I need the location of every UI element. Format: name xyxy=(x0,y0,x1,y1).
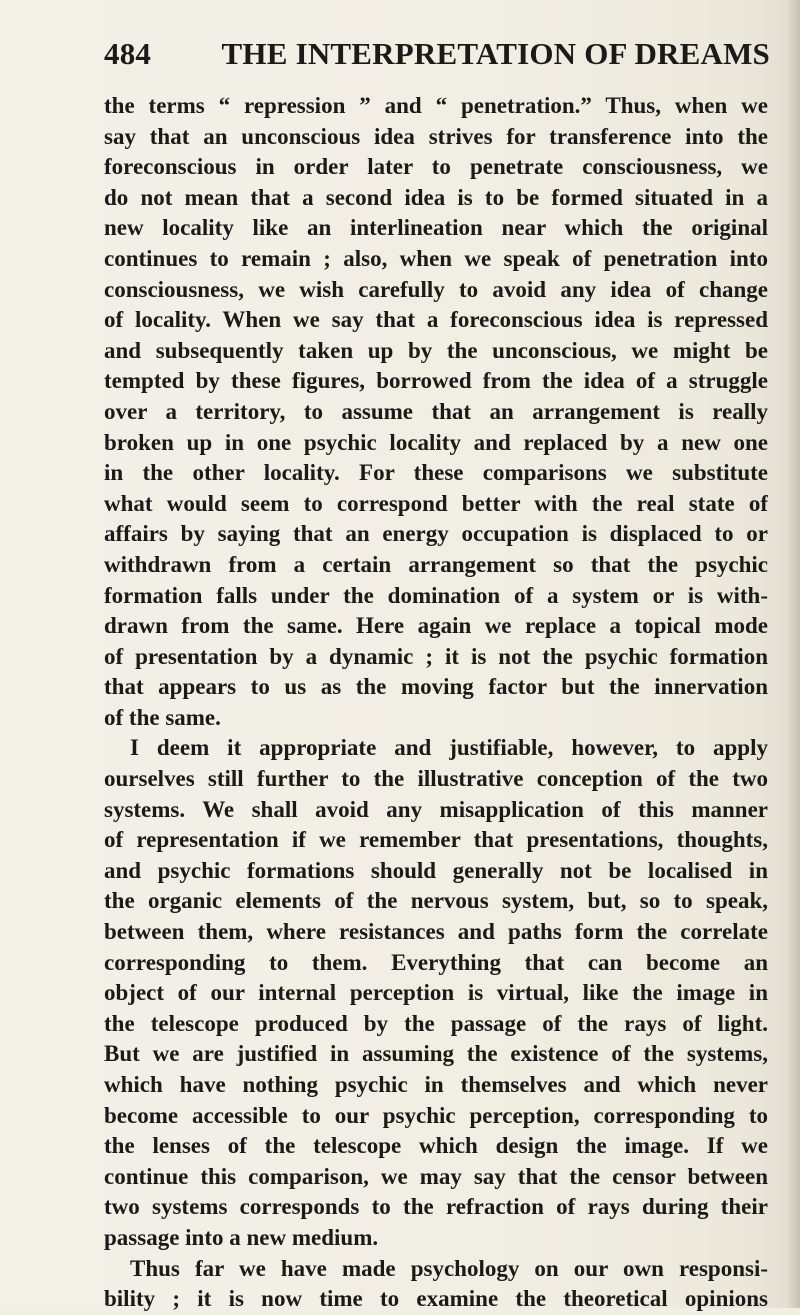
text-line: bility ; it is now time to examine the theoretical opinions xyxy=(104,1286,768,1312)
text-line: the telescope produced by the passage of the rays of light. xyxy=(104,1010,768,1036)
running-title: THE INTERPRETATION OF DREAMS xyxy=(221,36,770,71)
text-line: that appears to us as the moving factor but the innervation xyxy=(104,674,768,700)
paragraph-end-line: of the same. xyxy=(104,704,221,730)
text-line: the organic elements of the nervous system, but, so to speak, xyxy=(104,888,768,914)
text-line: drawn from the same. Here again we replace a topical mode xyxy=(104,613,768,639)
text-line: consciousness, we wish carefully to avoid any idea of change xyxy=(104,276,768,302)
text-line: and subsequently taken up by the unconscious, we might be xyxy=(104,337,768,363)
text-line: what would seem to correspond better with the real state of xyxy=(104,490,768,516)
text-line: broken up in one psychic locality and replaced by a new one xyxy=(104,429,768,455)
text-line: foreconscious in order later to penetrate consciousness, we xyxy=(104,154,768,180)
text-line: continues to remain ; also, when we speak of penetration into xyxy=(104,245,768,271)
text-line: object of our internal perception is virtual, like the image in xyxy=(104,980,768,1006)
running-header xyxy=(104,36,770,76)
text-line: of representation if we remember that presentations, thoughts, xyxy=(104,827,768,853)
text-line: new locality like an interlineation near which the original xyxy=(104,215,768,241)
paragraph-end-line: passage into a new medium. xyxy=(104,1224,379,1250)
text-line: ourselves still further to the illustrative conception of the two xyxy=(104,766,768,792)
page-edge-shadow xyxy=(786,0,800,1308)
text-line: corresponding to them. Everything that can become an xyxy=(104,949,768,975)
text-line: say that an unconscious idea strives for transference into the xyxy=(104,123,768,149)
text-line: the lenses of the telescope which design the image. If we xyxy=(104,1133,768,1159)
text-line: the terms “ repression ” and “ penetration.” Thus, when we xyxy=(104,93,768,118)
text-line: continue this comparison, we may say that the censor between xyxy=(104,1163,768,1189)
text-line: affairs by saying that an energy occupation is displaced to or xyxy=(104,521,768,547)
text-line: systems. We shall avoid any misapplication of this manner xyxy=(104,796,768,822)
text-line: in the other locality. For these comparisons we substitute xyxy=(104,460,768,486)
body-text xyxy=(104,91,768,1315)
text-line: between them, where resistances and paths form the correlate xyxy=(104,919,768,945)
paragraph-start-line: I deem it appropriate and justifiable, however, to apply xyxy=(130,735,768,761)
text-line: of locality. When we say that a foreconscious idea is repressed xyxy=(104,307,768,333)
text-line: which have nothing psychic in themselves and which never xyxy=(104,1072,768,1097)
text-line: withdrawn from a certain arrangement so that the psychic xyxy=(104,551,768,577)
text-line: become accessible to our psychic perception, corresponding to xyxy=(104,1102,768,1128)
text-line: over a territory, to assume that an arrangement is really xyxy=(104,398,768,424)
text-line: tempted by these figures, borrowed from the idea of a struggle xyxy=(104,368,768,394)
text-line: formation falls under the domination of a system or is with- xyxy=(104,582,768,608)
text-line: But we are justified in assuming the existence of the systems, xyxy=(104,1041,768,1067)
text-line: and psychic formations should generally not be localised in xyxy=(104,857,768,883)
text-line: of presentation by a dynamic ; it is not the psychic formation xyxy=(104,643,768,669)
text-line: do not mean that a second idea is to be formed situated in a xyxy=(104,184,768,210)
page-number: 484 xyxy=(104,36,152,71)
paragraph-start-line: Thus far we have made psychology on our own responsi- xyxy=(130,1255,768,1281)
text-line: two systems corresponds to the refraction of rays during their xyxy=(104,1194,768,1220)
